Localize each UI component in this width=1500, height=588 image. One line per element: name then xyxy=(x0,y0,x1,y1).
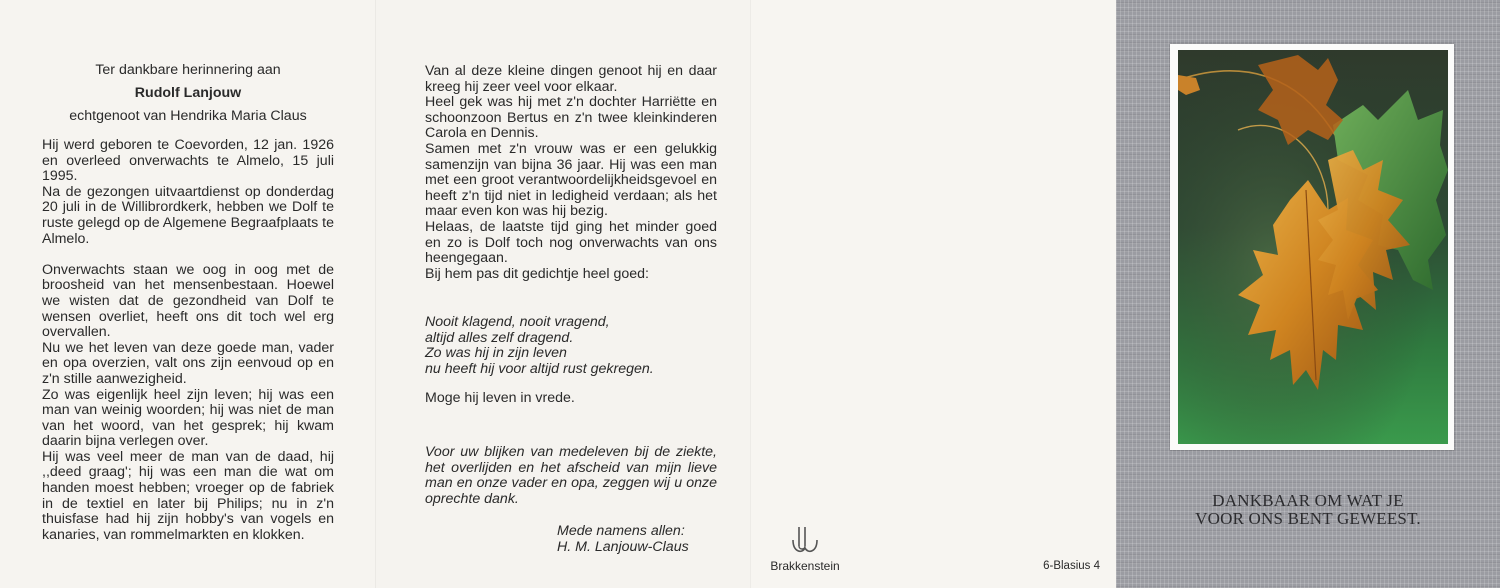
print-code: 6-Blasius 4 xyxy=(1043,560,1100,572)
autumn-oak-leaves-photo xyxy=(1178,50,1448,444)
poem xyxy=(425,315,725,377)
cover-caption-line: DANKBAAR OM WAT JE xyxy=(1212,491,1404,510)
brakkenstein-logo-icon xyxy=(790,524,820,556)
signoff-line: Mede namens allen: xyxy=(557,523,685,539)
paragraph: Van al deze kleine dingen genoot hij en daar kreeg hij zeer veel voor elkaar. xyxy=(425,63,717,95)
paragraph: Bij hem pas dit gedichtje heel goed: xyxy=(425,265,649,282)
publisher-name: Brakkenstein xyxy=(770,559,840,573)
photo-frame xyxy=(1170,44,1454,450)
cover-caption-line: VOOR ONS BENT GEWEEST. xyxy=(1195,509,1421,528)
card-intro: Ter dankbare herinnering aan xyxy=(95,62,281,78)
spouse-line: echtgenoot van Hendrika Maria Claus xyxy=(69,108,307,124)
poem-line: Nooit klagend, nooit vragend, xyxy=(425,314,610,330)
left-text-block xyxy=(42,138,334,543)
paragraph: Hij was veel meer de man van de daad, hij ,,deed graag'; hij was een man die wat om handen moest hebben; vroeger op de fabriek in de textiel en later bij Philips; nu in z'n thuisfase had hij zijn hobby's van vogels en kanaries, van rommelmarkten en klokken. xyxy=(42,448,334,543)
paragraph: Helaas, de laatste tijd ging het minder goed en zo is Dolf toch nog onverwachts van ons heengegaan. xyxy=(425,218,717,267)
farewell-line: Moge hij leven in vrede. xyxy=(425,390,575,406)
poem-line: altijd alles zelf dragend. xyxy=(425,329,574,346)
paragraph: Heel gek was hij met z'n dochter Harriëtte en schoonzoon Bertus en z'n twee kleinkinderen Carola en Dennis. xyxy=(425,94,717,142)
cover-caption xyxy=(1150,492,1466,528)
poem-line: nu heeft hij voor altijd rust gekregen. xyxy=(425,360,654,377)
paragraph: Samen met z'n vrouw was er een gelukkig samenzijn van bijna 36 jaar. Hij was een man met een groot verantwoordelijkheidsgevoel en heeft z'n tijd niet in ledigheid verdaan; als het maar even kon was hij bezig. xyxy=(425,140,717,220)
deceased-name: Rudolf Lanjouw xyxy=(134,85,242,101)
thanks-paragraph: Voor uw blijken van medeleven bij de ziekte, het overlijden en het afscheid van mijn lieve man en onze vader en opa, zeggen wij u onze oprechte dank. xyxy=(425,444,717,507)
signoff-name: H. M. Lanjouw-Claus xyxy=(557,539,689,555)
paragraph: Hij werd geboren te Coevorden, 12 jan. 1926 en overleed onverwachts te Almelo, 15 juli 1995. xyxy=(42,137,334,185)
card-back-panel xyxy=(750,0,1116,588)
paragraph: Nu we het leven van deze goede man, vader en opa overzien, valt ons zijn eenvoud op en z'n stille aanwezigheid. xyxy=(42,339,334,387)
paragraph: Zo was eigenlijk heel zijn leven; hij was een man van weinig woorden; hij was niet de man van het woord, van het gesprek; hij kwam daarin bijna verlegen over. xyxy=(42,386,334,450)
poem-line: Zo was hij in zijn leven xyxy=(425,345,567,362)
fold-line xyxy=(750,0,751,588)
paragraph: Na de gezongen uitvaartdienst op donderdag 20 juli in de Willibrordkerk, hebben we Dolf te ruste gelegd op de Algemene Begraafplaats te Almelo. xyxy=(42,183,334,247)
fold-line xyxy=(375,0,376,588)
middle-text-block xyxy=(425,64,717,282)
paragraph: Onverwachts staan we oog in oog met de broosheid van het mensenbestaan. Hoewel we wisten dat de gezondheid van Dolf te wensen overliet, heeft ons dit toch wel erg overvallen. xyxy=(42,261,334,341)
